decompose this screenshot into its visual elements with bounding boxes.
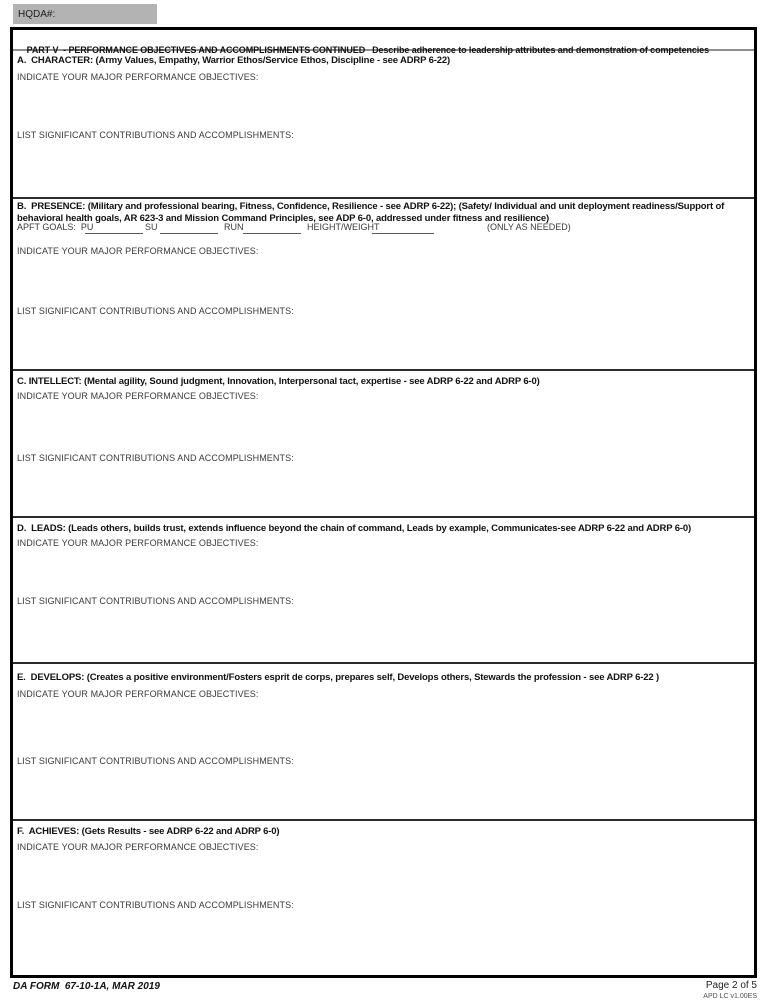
accomplishments-label: LIST SIGNIFICANT CONTRIBUTIONS AND ACCOMPLISHMENTS:	[17, 900, 294, 910]
apft-goals-label: APFT GOALS: PU	[17, 222, 94, 232]
section-presence-title: B. PRESENCE: (Military and professional bearing, Fitness, Confidence, Resilience - see ADRP 6-22); (Safety/ Individual and unit deployment readiness/Support of behavioral health goals, AR 623-3 and Mission Command Principles, see ADP 6-0, addressed under fitness and resilience)	[17, 201, 727, 224]
apd-version: APD LC v1.00ES	[703, 993, 757, 1000]
intellect-objectives-input[interactable]	[15, 403, 751, 451]
section-presence	[13, 197, 754, 369]
apft-height-weight-label: HEIGHT/WEIGHT	[307, 222, 380, 232]
part-v-description: Describe adherence to leadership attributes and demonstration of competencies	[372, 45, 709, 55]
objectives-label: INDICATE YOUR MAJOR PERFORMANCE OBJECTIVES:	[17, 72, 259, 82]
objectives-label: INDICATE YOUR MAJOR PERFORMANCE OBJECTIVES:	[17, 842, 259, 852]
part-v-form	[10, 27, 757, 978]
develops-accomplishments-input[interactable]	[15, 769, 751, 819]
section-leads-title: D. LEADS: (Leads others, builds trust, extends influence beyond the chain of command, Leads by example, Communicates-see ADRP 6-22 and ADRP 6-0)	[17, 523, 692, 534]
accomplishments-label: LIST SIGNIFICANT CONTRIBUTIONS AND ACCOMPLISHMENTS:	[17, 453, 294, 463]
apft-height-weight-field[interactable]	[372, 222, 434, 234]
accomplishments-label: LIST SIGNIFICANT CONTRIBUTIONS AND ACCOMPLISHMENTS:	[17, 756, 294, 766]
presence-accomplishments-input[interactable]	[15, 319, 751, 369]
apft-su-field[interactable]	[160, 222, 218, 234]
apft-run-label: RUN	[224, 222, 244, 232]
hqda-number-field[interactable]	[13, 4, 157, 24]
intellect-accomplishments-input[interactable]	[15, 466, 751, 516]
objectives-label: INDICATE YOUR MAJOR PERFORMANCE OBJECTIVES:	[17, 246, 259, 256]
form-number: DA FORM 67-10-1A, MAR 2019	[13, 981, 160, 992]
section-character	[13, 51, 754, 197]
section-achieves-title: F. ACHIEVES: (Gets Results - see ADRP 6-22 and ADRP 6-0)	[17, 826, 280, 837]
objectives-label: INDICATE YOUR MAJOR PERFORMANCE OBJECTIVES:	[17, 689, 259, 699]
achieves-objectives-input[interactable]	[15, 854, 751, 898]
character-accomplishments-input[interactable]	[15, 143, 751, 195]
apft-pu-field[interactable]	[85, 222, 143, 234]
section-character-title: A. CHARACTER: (Army Values, Empathy, Warrior Ethos/Service Ethos, Discipline - see ADRP 6-22)	[17, 55, 451, 66]
apft-only-as-needed-note: (ONLY AS NEEDED)	[487, 222, 571, 232]
presence-objectives-input[interactable]	[15, 258, 751, 304]
character-objectives-input[interactable]	[15, 84, 751, 128]
achieves-accomplishments-input[interactable]	[15, 913, 751, 975]
section-develops	[13, 662, 754, 819]
section-intellect-title: C. INTELLECT: (Mental agility, Sound judgment, Innovation, Interpersonal tact, expertise - see ADRP 6-22 and ADRP 6-0)	[17, 376, 540, 387]
accomplishments-label: LIST SIGNIFICANT CONTRIBUTIONS AND ACCOMPLISHMENTS:	[17, 596, 294, 606]
accomplishments-label: LIST SIGNIFICANT CONTRIBUTIONS AND ACCOMPLISHMENTS:	[17, 306, 294, 316]
objectives-label: INDICATE YOUR MAJOR PERFORMANCE OBJECTIVES:	[17, 391, 259, 401]
section-leads	[13, 516, 754, 662]
section-achieves	[13, 819, 754, 975]
leads-accomplishments-input[interactable]	[15, 609, 751, 662]
objectives-label: INDICATE YOUR MAJOR PERFORMANCE OBJECTIVES:	[17, 538, 259, 548]
apft-su-label: SU	[145, 222, 158, 232]
page-indicator: Page 2 of 5	[705, 980, 757, 991]
part-v-title: PART V - PERFORMANCE OBJECTIVES AND ACCOMPLISHMENTS CONTINUED	[26, 45, 366, 55]
section-intellect	[13, 369, 754, 516]
section-develops-title: E. DEVELOPS: (Creates a positive environment/Fosters esprit de corps, prepares self, Develops others, Stewards the profession - see ADRP 6-22 )	[17, 672, 660, 683]
apft-run-field[interactable]	[243, 222, 301, 234]
apft-goals-row	[13, 222, 754, 242]
hqda-label: HQDA#:	[18, 8, 56, 20]
develops-objectives-input[interactable]	[15, 702, 751, 754]
part-v-header	[13, 30, 754, 55]
accomplishments-label: LIST SIGNIFICANT CONTRIBUTIONS AND ACCOMPLISHMENTS:	[17, 130, 294, 140]
leads-objectives-input[interactable]	[15, 550, 751, 594]
